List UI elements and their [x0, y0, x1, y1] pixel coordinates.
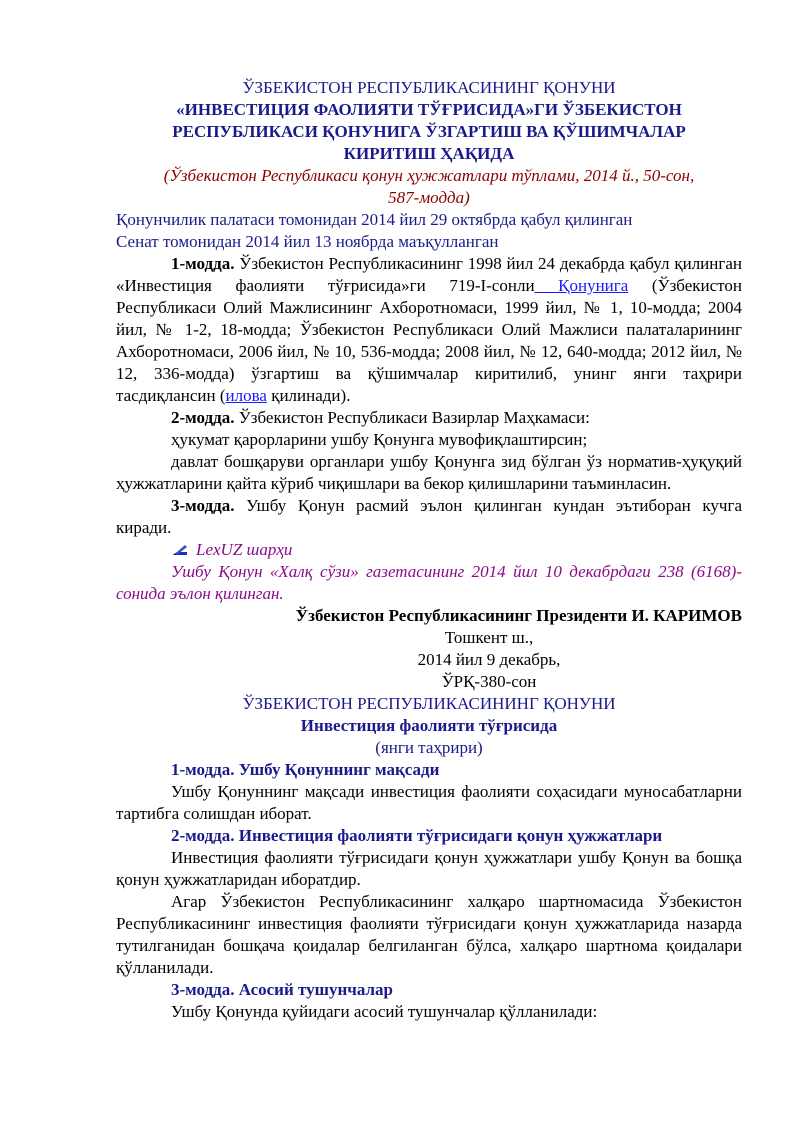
- new-law-edition: (янги таҳрири): [375, 738, 483, 757]
- lexuz-commentary-text: Ушбу Қонун «Халқ сўзи» газетасининг 2014 йил 10 декабрдаги 238 (6168)-сонида эълон қилинган.: [116, 562, 742, 603]
- article-3-text: Ушбу Қонун расмий эълон қилинган кундан эътиборан кучга киради.: [116, 496, 742, 537]
- new-article-1-text: Ушбу Қонуннинг мақсади инвестиция фаолияти соҳасидаги муносабатларни тартибга солишдан иборат.: [116, 782, 742, 823]
- signature-date: 2014 йил 9 декабрь,: [417, 650, 561, 669]
- new-law-name: Инвестиция фаолияти тўғрисида: [300, 716, 558, 735]
- new-article-3-text: Ушбу Қонунда қуйидаги асосий тушунчалар қўлланилади:: [171, 1002, 598, 1021]
- article-1-text-after: қилинади).: [266, 386, 351, 405]
- signature-number: ЎРҚ-380-сон: [441, 672, 537, 691]
- lexuz-pencil-icon: [172, 540, 188, 552]
- article-1-text: Ўзбекистон Республикасининг 1998 йил 24 декабрда қабул қилинган «Инвестиция фаолияти тўғрисида»ги 719-I-сонли: [116, 254, 742, 295]
- article-2-label: 2-модда.: [171, 408, 235, 427]
- law-name-line-3: КИРИТИШ ҲАҚИДА: [343, 144, 515, 163]
- new-article-3-heading: 3-модда. Асосий тушунчалар: [171, 980, 394, 999]
- article-1-label: 1-модда.: [171, 254, 235, 273]
- article-1: [116, 253, 742, 407]
- article-2-item-1: ҳукумат қарорларини ушбу Қонунга мувофиқлаштирсин;: [171, 430, 588, 449]
- annex-link[interactable]: илова: [225, 386, 267, 405]
- law-name-line-2: РЕСПУБЛИКАСИ ҚОНУНИГА ЎЗГАРТИШ ВА ҚЎШИМЧАЛАР: [172, 122, 686, 141]
- signature-city: Тошкент ш.,: [444, 628, 534, 647]
- document-content: [116, 77, 742, 1023]
- lexuz-commentary-title[interactable]: [116, 539, 742, 561]
- article-3-label: 3-модда.: [171, 496, 235, 515]
- article-2: [116, 407, 742, 429]
- president-signature: Ўзбекистон Республикасининг Президенти И. КАРИМОВ: [295, 606, 742, 625]
- law-link[interactable]: Қонунига: [534, 276, 629, 295]
- source-line-1: (Ўзбекистон Республикаси қонун ҳужжатлари тўплами, 2014 й., 50-сон,: [163, 166, 695, 185]
- new-article-1-heading: 1-модда. Ушбу Қонуннинг мақсади: [171, 760, 440, 779]
- new-law-title: ЎЗБЕКИСТОН РЕСПУБЛИКАСИНИНГ ҚОНУНИ: [242, 694, 616, 713]
- new-article-2-text-1: Инвестиция фаолияти тўғрисидаги қонун ҳужжатлари ушбу Қонун ва бошқа қонун ҳужжатларидан иборатдир.: [116, 848, 742, 889]
- article-1-text-middle: (Ўзбекистон Республикаси Олий Мажлисининг Ахборотномаси, 1999 йил, № 1, 10-модда; 2004 йил, № 1-2, 18-модда; Ўзбекистон Республикаси Олий Мажлиси палаталарининг Ахборотномаси, 2006 йил, № 10, 536-модда; 2008 йил, № 12, 640-модда; 2012 йил, № 12, 336-модда) ўзгартиш ва қўшимчалар киритилиб, унинг янги таҳрири тасдиқлансин (: [116, 276, 742, 405]
- law-title: ЎЗБЕКИСТОН РЕСПУБЛИКАСИНИНГ ҚОНУНИ: [242, 78, 616, 97]
- article-2-item-2: давлат бошқаруви органлари ушбу Қонунга зид бўлган ўз норматив-ҳуқуқий ҳужжатларини қайта кўриб чиқишлари ва бекор қилишларини таъминласин.: [116, 452, 742, 493]
- source-line-2: 587-модда): [388, 188, 470, 207]
- adoption-chamber: Қонунчилик палатаси томонидан 2014 йил 29 октябрда қабул қилинган: [116, 210, 633, 229]
- adoption-senate: Сенат томонидан 2014 йил 13 ноябрда маъқулланган: [116, 232, 499, 251]
- law-name-line-1: «ИНВЕСТИЦИЯ ФАОЛИЯТИ ТЎҒРИСИДА»ГИ ЎЗБЕКИСТОН: [176, 100, 682, 119]
- lexuz-commentary-label: LexUZ шарҳи: [196, 540, 293, 559]
- new-article-2-heading: 2-модда. Инвестиция фаолияти тўғрисидаги қонун ҳужжатлари: [171, 826, 663, 845]
- article-3: [116, 495, 742, 539]
- article-2-text: Ўзбекистон Республикаси Вазирлар Маҳкамаси:: [234, 408, 590, 427]
- new-article-2-text-2: Агар Ўзбекистон Республикасининг халқаро шартномасида Ўзбекистон Республикасининг инвестиция фаолияти тўғрисидаги қонун ҳужжатларида назарда тутилганидан бошқача қоидалар белгиланган бўлса, халқаро шартнома қоидалари қўлланилади.: [116, 892, 742, 977]
